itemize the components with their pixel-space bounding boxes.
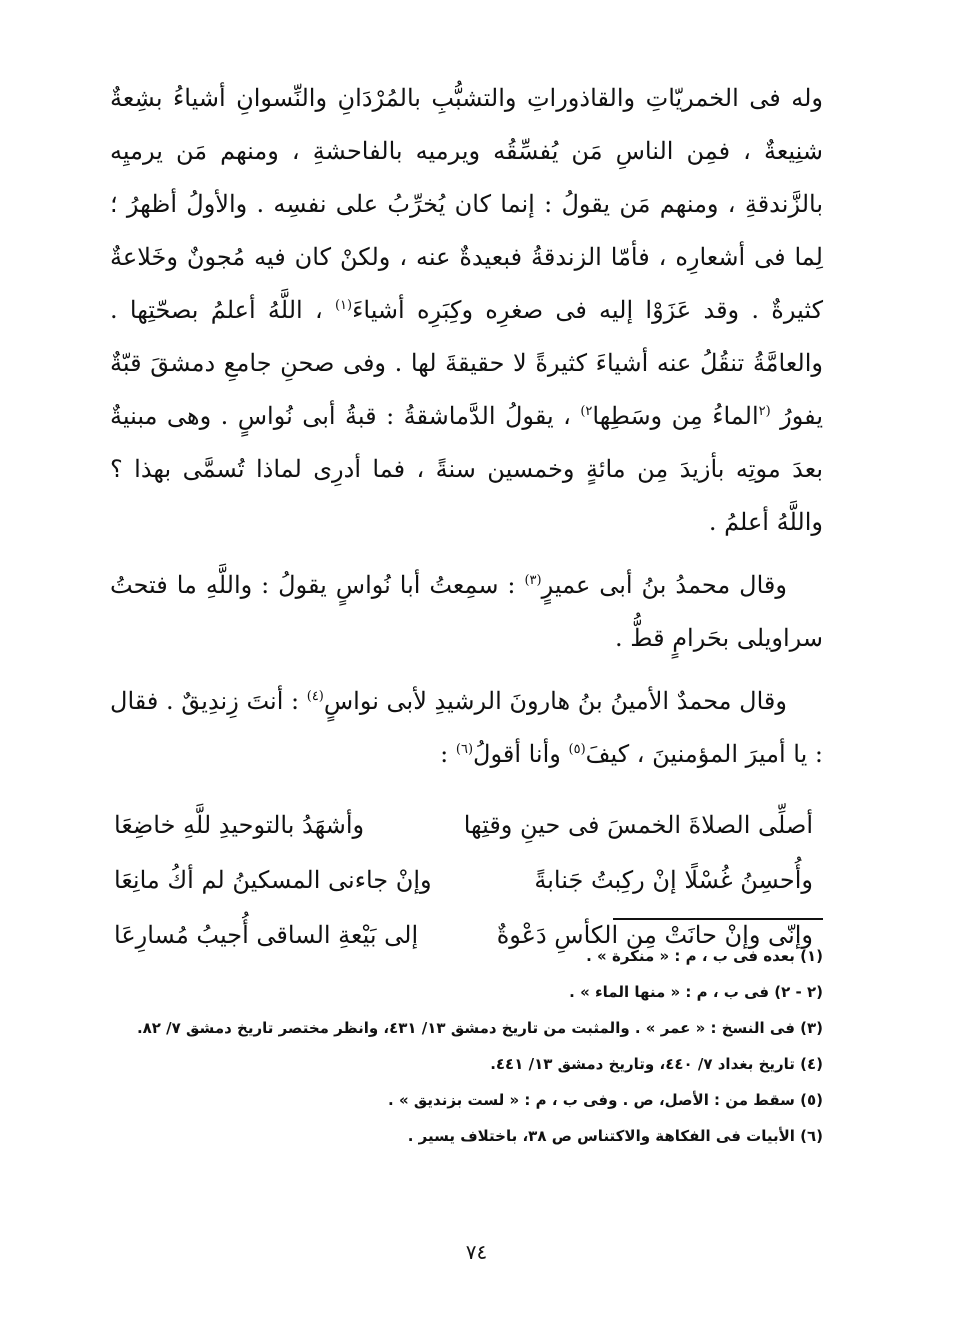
paragraph-2 xyxy=(110,559,823,665)
footnote-ref: (٢ xyxy=(758,404,771,419)
footnote-1: (١) بعده فى ب ، م : « منكرة » . xyxy=(586,947,823,965)
verse-first-hemistich: أصلِّى الصلاةَ الخمسَ فى حينِ وقتِها xyxy=(463,810,813,839)
text-run: : أنتَ زِندِيقٌ . فقال : يا أميرَ المؤمنينَ ، كيفَ xyxy=(110,687,823,768)
verse-first-hemistich: وإنّى وإنْ حانَتْ مِن الكأسِ دَعْوةٌ xyxy=(496,920,813,949)
text-run: وله فى الخمريّاتِ والقاذوراتِ والتشبُّبِ بالمُرْدَانِ والنِّسوانِ أشياءُ بشِعةٌ شنِيعةٌ ، فمِن الناسِ مَن يُفسِّقُه ويرميه بالفاحشةِ ، ومنهم مَن يرميِه بالزَّندقةِ ، ومنهم مَن يقولُ : إنما كان يُخرِّبُ على نفسِه . والأولُ أظهرُ ؛ لِما فى أشعارِه ، فأمّا الزندقةُ فبعيدةٌ عنه ، ولكنْ كان فيه مُجونٌ وخَلاعةٌ كثيرةٌ . وقد عَزَوْا إليه فى صغرِه وكِبَرِه أشياءَ xyxy=(110,84,823,324)
footnote-ref: (٦) xyxy=(455,742,474,757)
text-run: وأنا أقولُ xyxy=(473,740,569,768)
footnote-5: (٥) سقط من : الأصل، ص . وفى ب ، م : « لست بزنديق » . xyxy=(388,1091,823,1109)
footnotes xyxy=(110,938,823,1154)
page-number: ٧٤ xyxy=(465,1240,488,1264)
text-run: وقال محمدٌ الأمينُ بنُ هارونَ الرشيدِ لأبى نواسٍ xyxy=(323,687,787,715)
footnote-4: (٤) تاريخ بغداد ٧/ ٤٤٠، وتاريخ دمشق ١٣/ ٤٤١. xyxy=(490,1055,823,1073)
text-run: ، يقولُ الدَّماشقةُ : قبةُ أبى نُواسٍ . وهى مبنيةٌ بعدَ موتِه بأزيدَ مِن مائةٍ وخمسين سنةً ، فما أدرِى لماذا تُسمَّى بهذا ؟ واللَّهُ أعلمُ . xyxy=(110,402,823,536)
footnote-3: (٣) فى النسخ : « عمر » . والمثبت من تاريخ دمشق ١٣/ ٤٣١، وانظر مختصر تاريخ دمشق ٧/ ٨٢. xyxy=(136,1019,823,1037)
footnote-2: (٢ - ٢) فى ب ، م : « منها الماء » . xyxy=(569,983,823,1001)
footnote-ref: (٣) xyxy=(524,573,542,588)
verse-second-hemistich: وأشهَدُ بالتوحيدِ للَّهِ خاضِعَا xyxy=(114,810,365,839)
paragraph-3 xyxy=(110,675,823,781)
footnote-6: (٦) الأبيات فى الفكاهة والاكتناس ص ٣٨، باختلاف يسير . xyxy=(407,1127,823,1145)
footnote-ref: (٤) xyxy=(306,689,324,704)
verse-first-hemistich: وأُحسِنُ غُسْلًا إنْ ركِبتُ جَنابةً xyxy=(534,865,813,894)
footnote-ref: ٢) xyxy=(580,404,593,419)
text-run: وقال محمدُ بنُ أبى عميرٍ xyxy=(541,571,787,599)
verse-second-hemistich: وإنْ جاءنى المسكينُ لم أكُ مانِعَا xyxy=(114,865,432,894)
text-run: : سمِعتُ أبا نُواسٍ يقولُ : واللَّهِ ما فتحتُ سراويلى بحَرامٍ قطُّ . xyxy=(110,571,823,652)
poem-verse xyxy=(110,852,823,907)
page-content xyxy=(110,72,823,1335)
footnote-ref: (١) xyxy=(334,298,353,313)
footnote-separator xyxy=(613,918,823,920)
paragraph-1 xyxy=(110,72,823,549)
verse-second-hemistich: إلى بَيْعةِ الساقى أُجيبُ مُسارِعَا xyxy=(114,920,419,949)
footnote-ref: (٥) xyxy=(568,742,586,757)
text-run: : xyxy=(440,740,456,768)
text-run: الماءُ مِن وسَطِها xyxy=(592,402,759,430)
poem-verse xyxy=(110,797,823,852)
text-run: ، اللَّهُ أعلمُ بصحّتِها . والعامَّةُ تنقُلُ عنه أشياءَ كثيرةً لا حقيقةَ لها . وفى صحنِ جامعِ دمشقَ قبّةٌ يفورُ xyxy=(110,296,823,430)
body-text xyxy=(110,72,823,781)
